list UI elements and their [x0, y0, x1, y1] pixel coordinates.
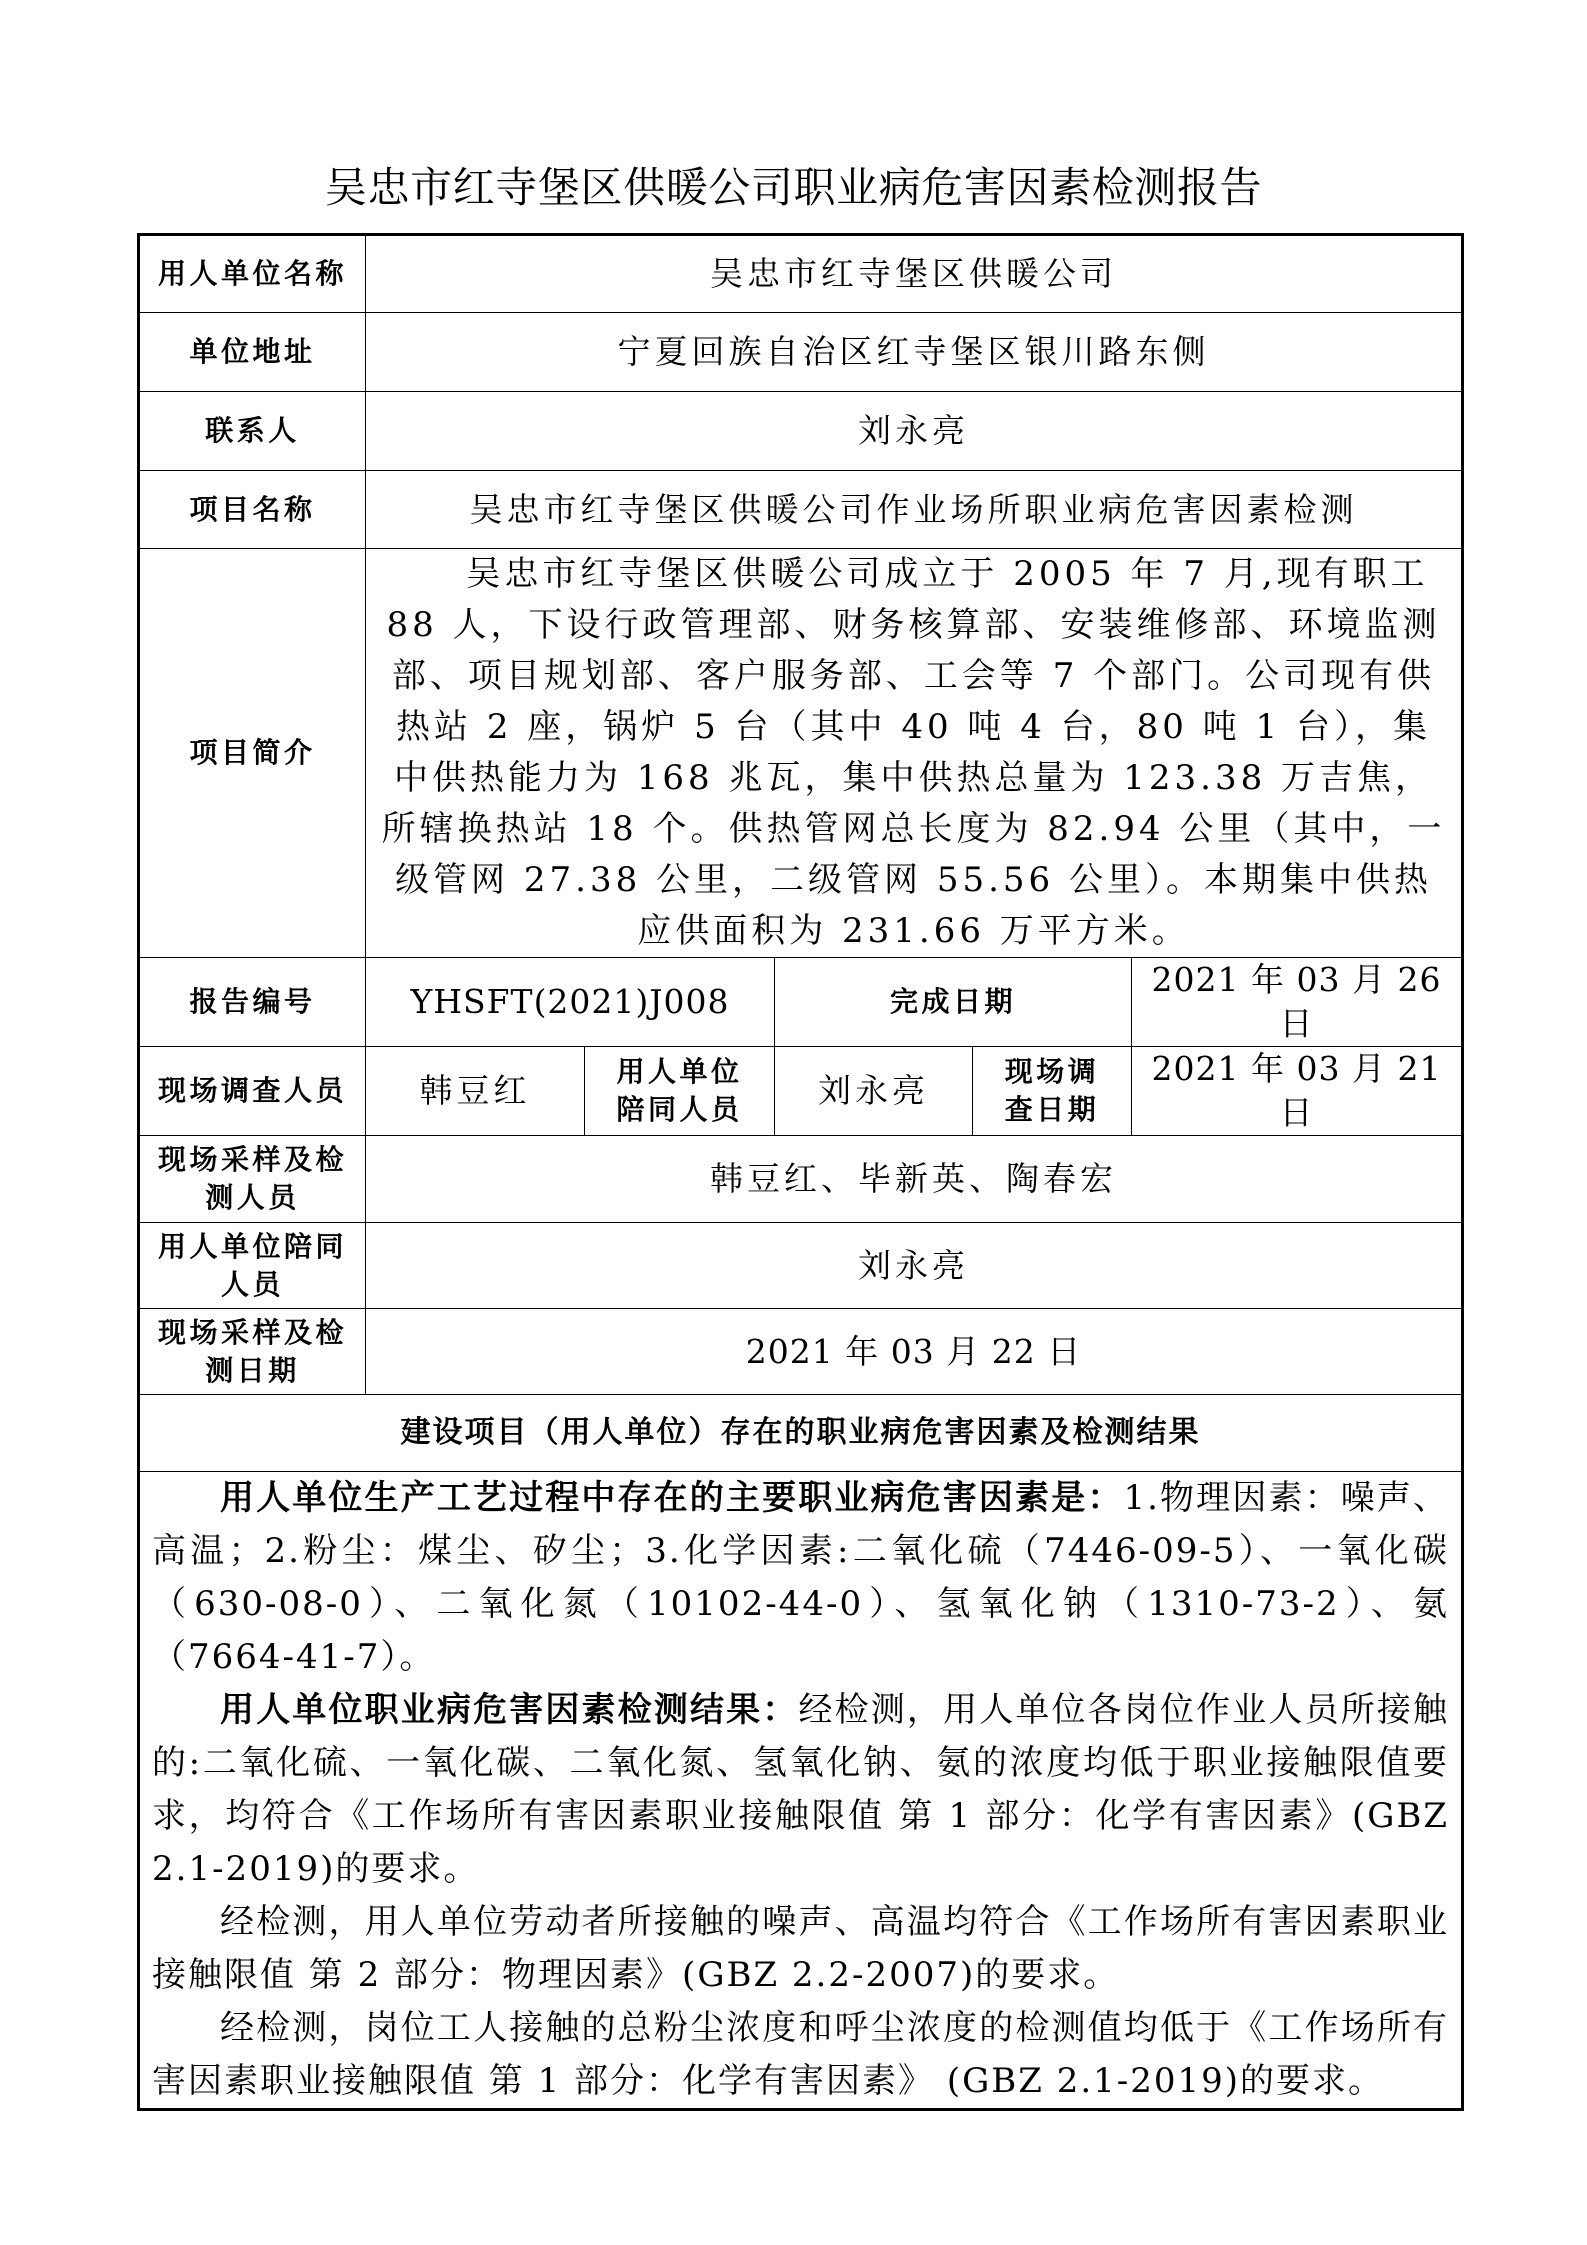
report-table — [137, 233, 1464, 2111]
survey-date-label: 现场调查日期 — [973, 1047, 1132, 1136]
row-sampling-date — [139, 1309, 1463, 1395]
results-paragraph — [152, 1896, 1449, 2002]
results-heading: 建设项目（用人单位）存在的职业病危害因素及检测结果 — [139, 1395, 1463, 1472]
results-body — [139, 1472, 1463, 2110]
address-value: 宁夏回族自治区红寺堡区银川路东侧 — [366, 313, 1463, 392]
survey-escort-label: 用人单位陪同人员 — [585, 1047, 775, 1136]
escort-label: 用人单位陪同人员 — [139, 1223, 366, 1309]
results-paragraph-text: 1.物理因素：噪声、高温；2.粉尘：煤尘、矽尘；3.化学因素:二氧化硫（7446-09-5）、一氧化碳（630-08-0）、二氧化氮（10102-44-0）、氢氧化钠（1310-73-2）、氨（7664-41-7）。 — [152, 1478, 1450, 1677]
sampling-staff-value: 韩豆红、毕新英、陶春宏 — [366, 1136, 1463, 1223]
survey-staff-label: 现场调查人员 — [139, 1047, 366, 1136]
results-paragraph-lead: 用人单位职业病危害因素检测结果： — [220, 1690, 799, 1730]
results-paragraph — [152, 2002, 1449, 2108]
contact-value: 刘永亮 — [366, 392, 1463, 471]
escort-value: 刘永亮 — [366, 1223, 1463, 1309]
sampling-staff-label: 现场采样及检测人员 — [139, 1136, 366, 1223]
report-title: 吴忠市红寺堡区供暖公司职业病危害因素检测报告 — [324, 163, 1263, 212]
row-results-heading — [139, 1395, 1463, 1472]
results-paragraph-text: 经检测，用人单位各岗位作业人员所接触的:二氧化硫、一氧化碳、二氧化氮、氢氧化钠、氨的浓度均低于职业接触限值要求，均符合《工作场所有害因素职业接触限值 第 1 部分：化学有害因素》(GBZ 2.1-2019)的要求。 — [152, 1690, 1450, 1889]
row-survey — [139, 1047, 1463, 1136]
results-paragraph-text: 经检测，用人单位劳动者所接触的噪声、高温均符合《工作场所有害因素职业接触限值 第 2 部分：物理因素》(GBZ 2.2-2007)的要求。 — [152, 1902, 1450, 1995]
employer-name-value: 吴忠市红寺堡区供暖公司 — [366, 235, 1463, 313]
survey-date-value: 2021 年 03 月 21 日 — [1132, 1047, 1463, 1136]
project-name-value: 吴忠市红寺堡区供暖公司作业场所职业病危害因素检测 — [366, 471, 1463, 549]
report-no-value: YHSFT(2021)J008 — [366, 958, 775, 1047]
address-label: 单位地址 — [139, 313, 366, 392]
row-contact — [139, 392, 1463, 471]
employer-name-label: 用人单位名称 — [139, 235, 366, 313]
completion-date-value: 2021 年 03 月 26 日 — [1132, 958, 1463, 1047]
row-project-intro — [139, 549, 1463, 958]
row-employer-name — [139, 235, 1463, 313]
results-paragraph — [152, 1472, 1449, 1684]
row-escort — [139, 1223, 1463, 1309]
contact-label: 联系人 — [139, 392, 366, 471]
sampling-date-label: 现场采样及检测日期 — [139, 1309, 366, 1395]
project-name-label: 项目名称 — [139, 471, 366, 549]
sampling-date-value: 2021 年 03 月 22 日 — [366, 1309, 1463, 1395]
report-no-label: 报告编号 — [139, 958, 366, 1047]
results-paragraph-text: 经检测，岗位工人接触的总粉尘浓度和呼尘浓度的检测值均低于《工作场所有害因素职业接触限值 第 1 部分：化学有害因素》 (GBZ 2.1-2019)的要求。 — [152, 2008, 1450, 2101]
results-paragraph-lead: 用人单位生产工艺过程中存在的主要职业病危害因素是： — [220, 1478, 1124, 1518]
results-paragraph — [152, 1684, 1449, 1896]
project-intro-value: 吴忠市红寺堡区供暖公司成立于 2005 年 7 月,现有职工 88 人，下设行政管理部、财务核算部、安装维修部、环境监测部、项目规划部、客户服务部、工会等 7 个部门。公司现有供热站 2 座，锅炉 5 台（其中 40 吨 4 台，80 吨 1 台），集中供热能力为 168 兆瓦，集中供热总量为 123.38 万吉焦，所辖换热站 18 个。供热管网总长度为 82.94 公里（其中，一级管网 27.38 公里，二级管网 55.56 公里）。本期集中供热应供面积为 231.66 万平方米。 — [366, 549, 1463, 958]
completion-date-label: 完成日期 — [775, 958, 1132, 1047]
survey-staff-value: 韩豆红 — [366, 1047, 585, 1136]
row-project-name — [139, 471, 1463, 549]
row-results-body — [139, 1472, 1463, 2110]
row-sampling-staff — [139, 1136, 1463, 1223]
row-report-no — [139, 958, 1463, 1047]
project-intro-label: 项目简介 — [139, 549, 366, 958]
survey-escort-value: 刘永亮 — [775, 1047, 973, 1136]
row-address — [139, 313, 1463, 392]
